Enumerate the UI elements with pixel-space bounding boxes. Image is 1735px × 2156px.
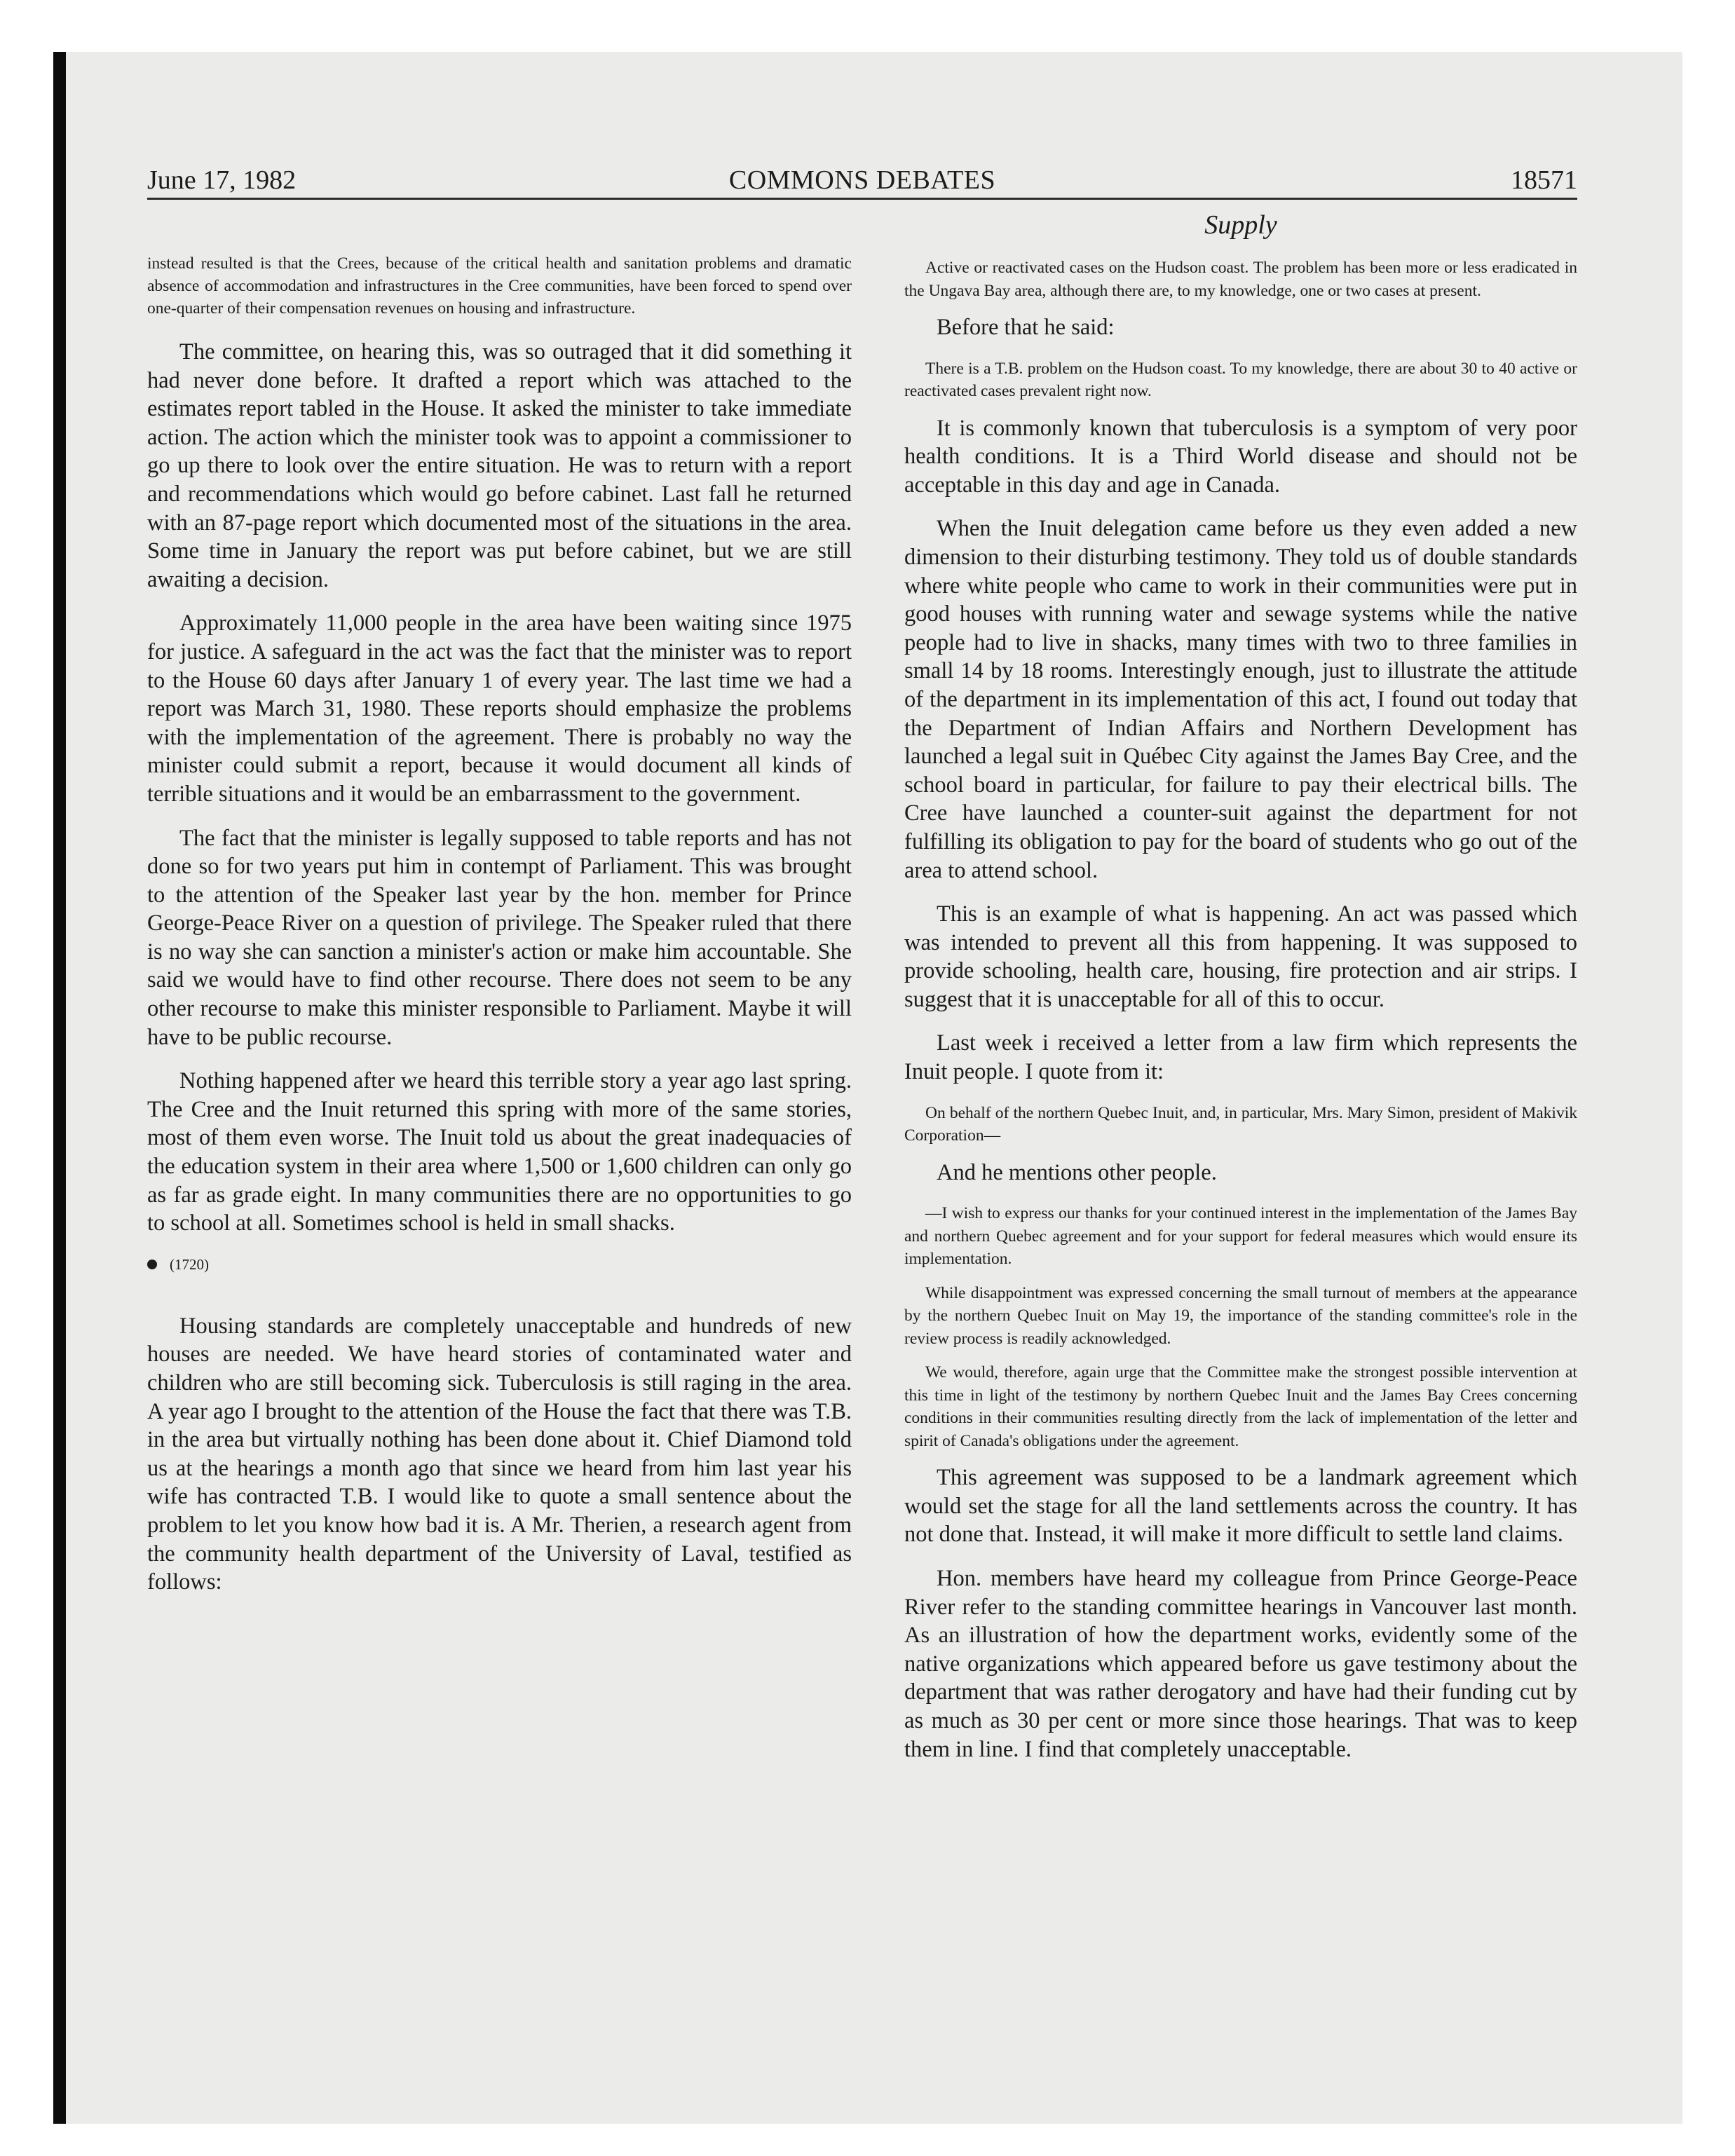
right-quote-2: There is a T.B. problem on the Hudson coast. To my knowledge, there are about 30 to 40 active or reactivated cases prevalent right now. — [904, 359, 1577, 401]
right-quote-1: Active or reactivated cases on the Hudson coast. The problem has been more or less eradicated in the Ungava Bay area, although there are, to my knowledge, one or two cases at present. — [904, 259, 1577, 300]
right-quote-3: On behalf of the northern Quebec Inuit, and, in particular, Mrs. Mary Simon, president of Makivik Corporation— — [904, 1103, 1577, 1145]
scan-edge-bar — [53, 52, 66, 2124]
right-quote-4: —I wish to express our thanks for your continued interest in the implementation of the James Bay and northern Quebec agreement and for your support for federal measures which would ensure its implementation. — [904, 1204, 1577, 1269]
left-paragraph-2: Approximately 11,000 people in the area have been waiting since 1975 for justice. A safeguard in the act was the fact that the minister was to report to the House 60 days after January 1 of every year. The last time we had a report was March 31, 1980. These reports should emphasize the problems with the implementation of the agreement. There is probably no way the minister could submit a report, because it would document all kinds of terrible situations and it would be an embarrassment to the government. — [147, 610, 852, 807]
left-paragraph-3: The fact that the minister is legally supposed to table reports and has not done so for two years put him in contempt of Parliament. This was brought to the attention of the Speaker last year by the hon. member for Prince George-Peace River on a question of privilege. The Speaker ruled that there is no way she can sanction a minister's action or make him accountable. She said we would have to find other recourse. There does not seem to be any other recourse to make this minister responsible to Parliament. Maybe it will have to be public recourse. — [147, 825, 852, 1050]
header-title: COMMONS DEBATES — [728, 165, 996, 195]
time-marker — [147, 1253, 852, 1276]
right-paragraph-8: Hon. members have heard my colleague from Prince George-Peace River refer to the standing committee hearings in Vancouver last month. As an illustration of how the department works, evidently some of the native organizations which appeared before us gave testimony about the department that was rather derogatory and have had their funding cut by as much as 30 per cent or more since those hearings. That was to keep them in line. I find that completely unacceptable. — [904, 1566, 1577, 1762]
right-paragraph-3: When the Inuit delegation came before us they even added a new dimension to their disturbing testimony. They told us of double standards where white people who came to work in their communities were put in good houses with running water and sewage systems while the native people had to live in shacks, many times with two to three families in small 14 by 18 rooms. Interestingly enough, just to illustrate the attitude of the department in its implementation of this act, I found out today that the Department of Indian Affairs and Northern Development has launched a legal suit in Québec City against the James Bay Cree, and the school board in particular, for failure to pay their electrical bills. The Cree have launched a counter-suit against the department for not fulfilling its obligation to pay for the board of students who go out of the area to attend school. — [904, 516, 1577, 883]
time-marker-label: (1720) — [170, 1255, 209, 1273]
right-quote-5: While disappointment was expressed concerning the small turnout of members at the appearance by the northern Quebec Inuit on May 19, the importance of the standing committee's role in the review process is readily acknowledged. — [904, 1283, 1577, 1348]
right-paragraph-1: Before that he said: — [937, 315, 1115, 340]
right-column — [904, 257, 1577, 1779]
right-paragraph-4: This is an example of what is happening. An act was passed which was intended to prevent all this from happening. It was supposed to provide schooling, health care, housing, fire protection and air strips. I suggest that it is unacceptable for all of this to occur. — [904, 901, 1577, 1012]
right-paragraph-2: It is commonly known that tuberculosis is a symptom of very poor health conditions. It is a Third World disease and should not be acceptable in this day and age in Canada. — [904, 415, 1577, 498]
right-quote-6: We would, therefore, again urge that the Committee make the strongest possible intervention at this time in light of the testimony by northern Quebec Inuit and the James Bay Crees concerning conditions in their communities resulting directly from the lack of implementation of the letter and spirit of Canada's obligations under the agreement. — [904, 1363, 1577, 1450]
bullet-icon — [147, 1260, 157, 1269]
header-page-number: 18571 — [1511, 165, 1577, 195]
left-column — [147, 252, 852, 1612]
running-header — [147, 163, 1577, 200]
left-paragraph-5: Housing standards are completely unacceptable and hundreds of new houses are needed. We have heard stories of contaminated water and children who are still becoming sick. Tuberculosis is still raging in the area. A year ago I brought to the attention of the House the fact that there was T.B. in the area but virtually nothing has been done about it. Chief Diamond told us at the hearings a month ago that since we heard from him last year his wife has contracted T.B. I would like to quote a small sentence about the problem to let you know how bad it is. A Mr. Therien, a research agent from the community health department of the University of Laval, testified as follows: — [147, 1313, 852, 1595]
left-continued-quote: instead resulted is that the Crees, because of the critical health and sanitation problems and dramatic absence of accommodation and infrastructures in the Cree communities, have been forced to spend over one-quarter of their compensation revenues on housing and infrastructure. — [147, 254, 852, 318]
left-paragraph-4: Nothing happened after we heard this terrible story a year ago last spring. The Cree and the Inuit returned this spring with more of the same stories, most of them even worse. The Inuit told us about the great inadequacies of the education system in their area where 1,500 or 1,600 children can only go as far as grade eight. In many communities there are no opportunities to go to school at all. Sometimes school is held in small shacks. — [147, 1068, 852, 1236]
section-title: Supply — [1204, 210, 1277, 240]
left-paragraph-1: The committee, on hearing this, was so outraged that it did something it had never done before. It drafted a report which was attached to the estimates report tabled in the House. It asked the minister to take immediate action. The action which the minister took was to appoint a commissioner to go up there to look over the entire situation. He was to return with a report and recommendations which would go before cabinet. Last fall he returned with an 87-page report which documented most of the situations in the area. Some time in January the report was put before cabinet, but we are still awaiting a decision. — [147, 339, 852, 592]
header-date: June 17, 1982 — [147, 165, 297, 195]
right-paragraph-5: Last week i received a letter from a law firm which represents the Inuit people. I quote from it: — [904, 1030, 1577, 1085]
right-paragraph-6: And he mentions other people. — [937, 1159, 1217, 1185]
right-paragraph-7: This agreement was supposed to be a landmark agreement which would set the stage for all the land settlements across the country. It has not done that. Instead, it will make it more difficult to settle land claims. — [904, 1465, 1577, 1548]
